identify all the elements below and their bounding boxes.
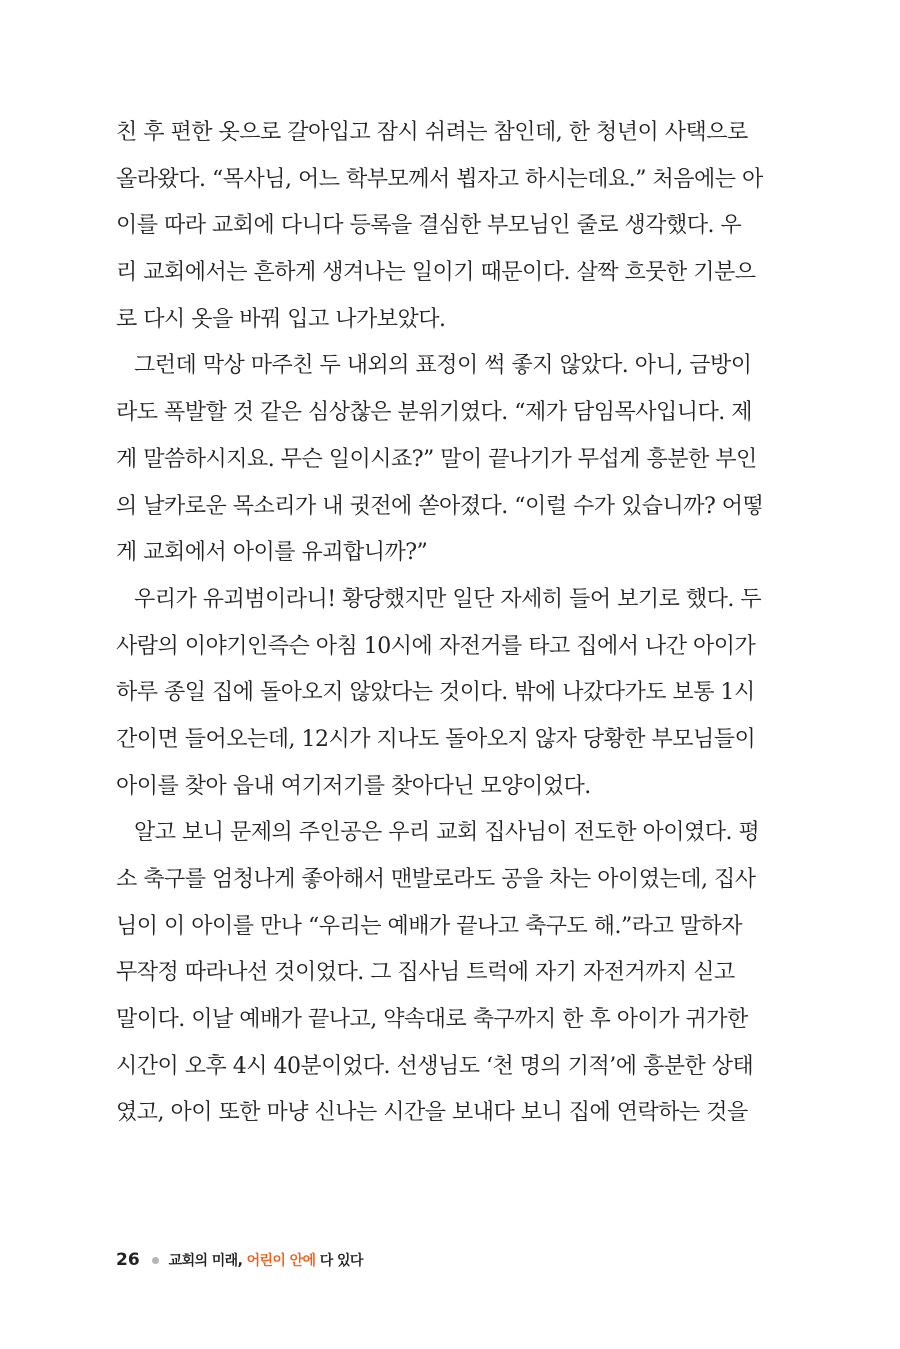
paragraph: [116, 577, 762, 810]
text-line: 사람의 이야기인즉슨 아침 10시에 자전거를 타고 집에서 나간 아이가: [116, 633, 756, 659]
page-footer: [116, 1248, 363, 1272]
running-title: [169, 1250, 363, 1270]
text-line: 말이다. 이날 예배가 끝나고, 약속대로 축구까지 한 후 아이가 귀가한: [116, 1007, 748, 1033]
body-text: [116, 110, 764, 1137]
paragraph: [116, 810, 760, 1137]
text-line: 님이 이 아이를 만나 “우리는 예배가 끝나고 축구도 해.”라고 말하자: [116, 913, 742, 939]
text-line: 소 축구를 엄청나게 좋아해서 맨발로라도 공을 차는 아이였는데, 집사: [116, 867, 756, 892]
paragraph: [116, 110, 763, 343]
text-line: 게 말씀하시지요. 무슨 일이시죠?” 말이 끝나기가 무섭게 흥분한 부인: [116, 446, 757, 472]
text-line: 의 날카로운 목소리가 내 귓전에 쏟아졌다. “이럴 수가 있습니까? 어떻: [116, 493, 764, 519]
bullet-dot-icon: [152, 1257, 159, 1264]
text-line: 아이를 찾아 읍내 여기저기를 찾아다닌 모양이었다.: [116, 773, 591, 799]
text-line: 알고 보니 문제의 주인공은 우리 교회 집사님이 전도한 아이였다. 평: [134, 820, 760, 846]
paragraph: [116, 343, 764, 576]
page-number: 26: [116, 1250, 140, 1270]
text-line: 하루 종일 집에 돌아오지 않았다는 것이다. 밖에 나갔다가도 보통 1시: [116, 680, 755, 706]
running-title-part1: 교회의 미래,: [168, 1253, 247, 1269]
text-line: 올라왔다. “목사님, 어느 학부모께서 뵙자고 하시는데요.” 처음에는 아: [116, 166, 763, 192]
text-line: 시간이 오후 4시 40분이었다. 선생님도 ‘천 명의 기적’에 흥분한 상태: [116, 1053, 754, 1079]
running-title-accent: 어린이 안에: [246, 1253, 316, 1269]
text-line: 간이면 들어오는데, 12시가 지나도 돌아오지 않자 당황한 부모님들이: [116, 726, 756, 752]
text-line: 우리가 유괴범이라니! 황당했지만 일단 자세히 들어 보기로 했다. 두: [134, 586, 762, 612]
text-line: 무작정 따라나선 것이었다. 그 집사님 트럭에 자기 자전거까지 싣고: [116, 960, 735, 986]
text-line: 이를 따라 교회에 다니다 등록을 결심한 부모님인 줄로 생각했다. 우: [116, 213, 742, 239]
text-line: 였고, 아이 또한 마냥 신나는 시간을 보내다 보니 집에 연락하는 것을: [116, 1100, 748, 1126]
text-line: 게 교회에서 아이를 유괴합니까?”: [116, 540, 428, 566]
text-line: 친 후 편한 옷으로 갈아입고 잠시 쉬려는 참인데, 한 청년이 사택으로: [116, 120, 748, 145]
text-line: 라도 폭발할 것 같은 심상찮은 분위기였다. “제가 담임목사입니다. 제: [116, 400, 752, 426]
text-line: 그런데 막상 마주친 두 내외의 표정이 썩 좋지 않았다. 아니, 금방이: [134, 353, 752, 379]
running-title-part2: 다 있다: [315, 1253, 363, 1269]
text-line: 리 교회에서는 흔하게 생겨나는 일이기 때문이다. 살짝 흐뭇한 기분으: [116, 260, 756, 286]
text-line: 로 다시 옷을 바꿔 입고 나가보았다.: [116, 306, 446, 332]
